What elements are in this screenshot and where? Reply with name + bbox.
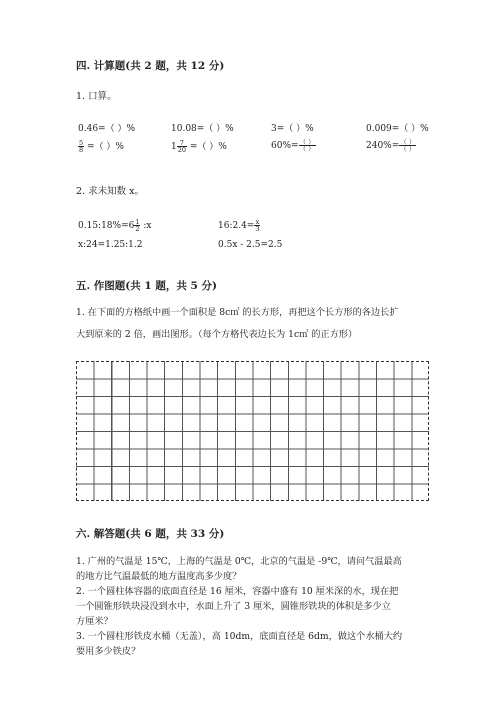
oral-calc-2: 10.08=（ ）% bbox=[171, 124, 234, 134]
fraction: $\frac{5}{8}$ bbox=[79, 139, 84, 154]
oral-calc-8: 240%= $\frac{( )}{( )}$ bbox=[366, 138, 416, 153]
fraction: $\frac{x}{3}$ bbox=[255, 218, 260, 233]
problem-2-line-1: 2. 一个圆柱体容器的底面直径是 16 厘米，容器中盛有 10 厘米深的水，现在把 bbox=[76, 586, 399, 597]
problem-3-line-2: 要用多少铁皮？ bbox=[76, 646, 141, 657]
equation-2: 16:2.4= $\frac{x}{3}$ bbox=[218, 218, 260, 233]
drawing-question-line-1: 1. 在下面的方格纸中画一个面积是 8c㎡ 的长方形，再把这个长方形的各边长扩 bbox=[76, 307, 399, 318]
problem-2-line-3: 方厘米？ bbox=[76, 616, 113, 627]
problem-3-line-1: 3. 一个圆柱形铁皮水桶（无盖），高 10dm，底面直径是 6dm，做这个水桶大约 bbox=[76, 631, 403, 642]
problem-1-line-2: 的地方比气温最低的地方温度高多少度？ bbox=[76, 571, 242, 582]
oral-calc-3: 3=（ ）% bbox=[271, 124, 314, 134]
oral-calc-1: 0.46=（ ）% bbox=[78, 124, 135, 134]
problem-1-line-1: 1. 广州的气温是 15℃，上海的气温是 0℃，北京的气温是 -9℃，请问气温最高 bbox=[76, 556, 402, 567]
fraction: $\frac{7}{20}$ bbox=[177, 139, 187, 154]
oral-calc-5: $\frac{5}{8}$ =（ ）% bbox=[79, 139, 124, 154]
section-6-title: 六. 解答题(共 6 题，共 33 分) bbox=[76, 528, 225, 540]
oral-calc-4: 0.009=（ ）% bbox=[366, 124, 429, 134]
question-2-label: 2. 求未知数 x。 bbox=[76, 186, 144, 197]
equation-1: 0.15:18%=6 $\frac{1}{2}$ :x bbox=[78, 218, 152, 233]
oral-calc-7: 60%= $\frac{( )}{( )}$ bbox=[271, 138, 315, 153]
drawing-question-line-2: 大到原来的 2 倍，画出图形。（每个方格代表边长为 1c㎡ 的正方形） bbox=[76, 329, 358, 340]
equation-4: 0.5x - 2.5=2.5 bbox=[218, 240, 283, 250]
oral-calc-6: 1 $\frac{7}{20}$ =（ ）% bbox=[171, 139, 227, 154]
fraction: $\frac{1}{2}$ bbox=[135, 218, 140, 233]
square-grid-paper[interactable] bbox=[76, 361, 429, 501]
fraction: $\frac{( )}{( )}$ bbox=[400, 138, 416, 153]
problem-2-line-2: 一个圆锥形铁块浸没到水中，水面上升了 3 厘米，圆锥形铁块的体积是多少立 bbox=[76, 601, 391, 612]
equation-3: x:24=1.25:1.2 bbox=[78, 240, 143, 250]
section-5-title: 五. 作图题(共 1 题，共 5 分) bbox=[76, 280, 217, 292]
question-1-label: 1. 口算。 bbox=[76, 91, 117, 102]
fraction: $\frac{( )}{( )}$ bbox=[299, 138, 315, 153]
section-4-title: 四. 计算题(共 2 题，共 12 分) bbox=[76, 60, 225, 72]
